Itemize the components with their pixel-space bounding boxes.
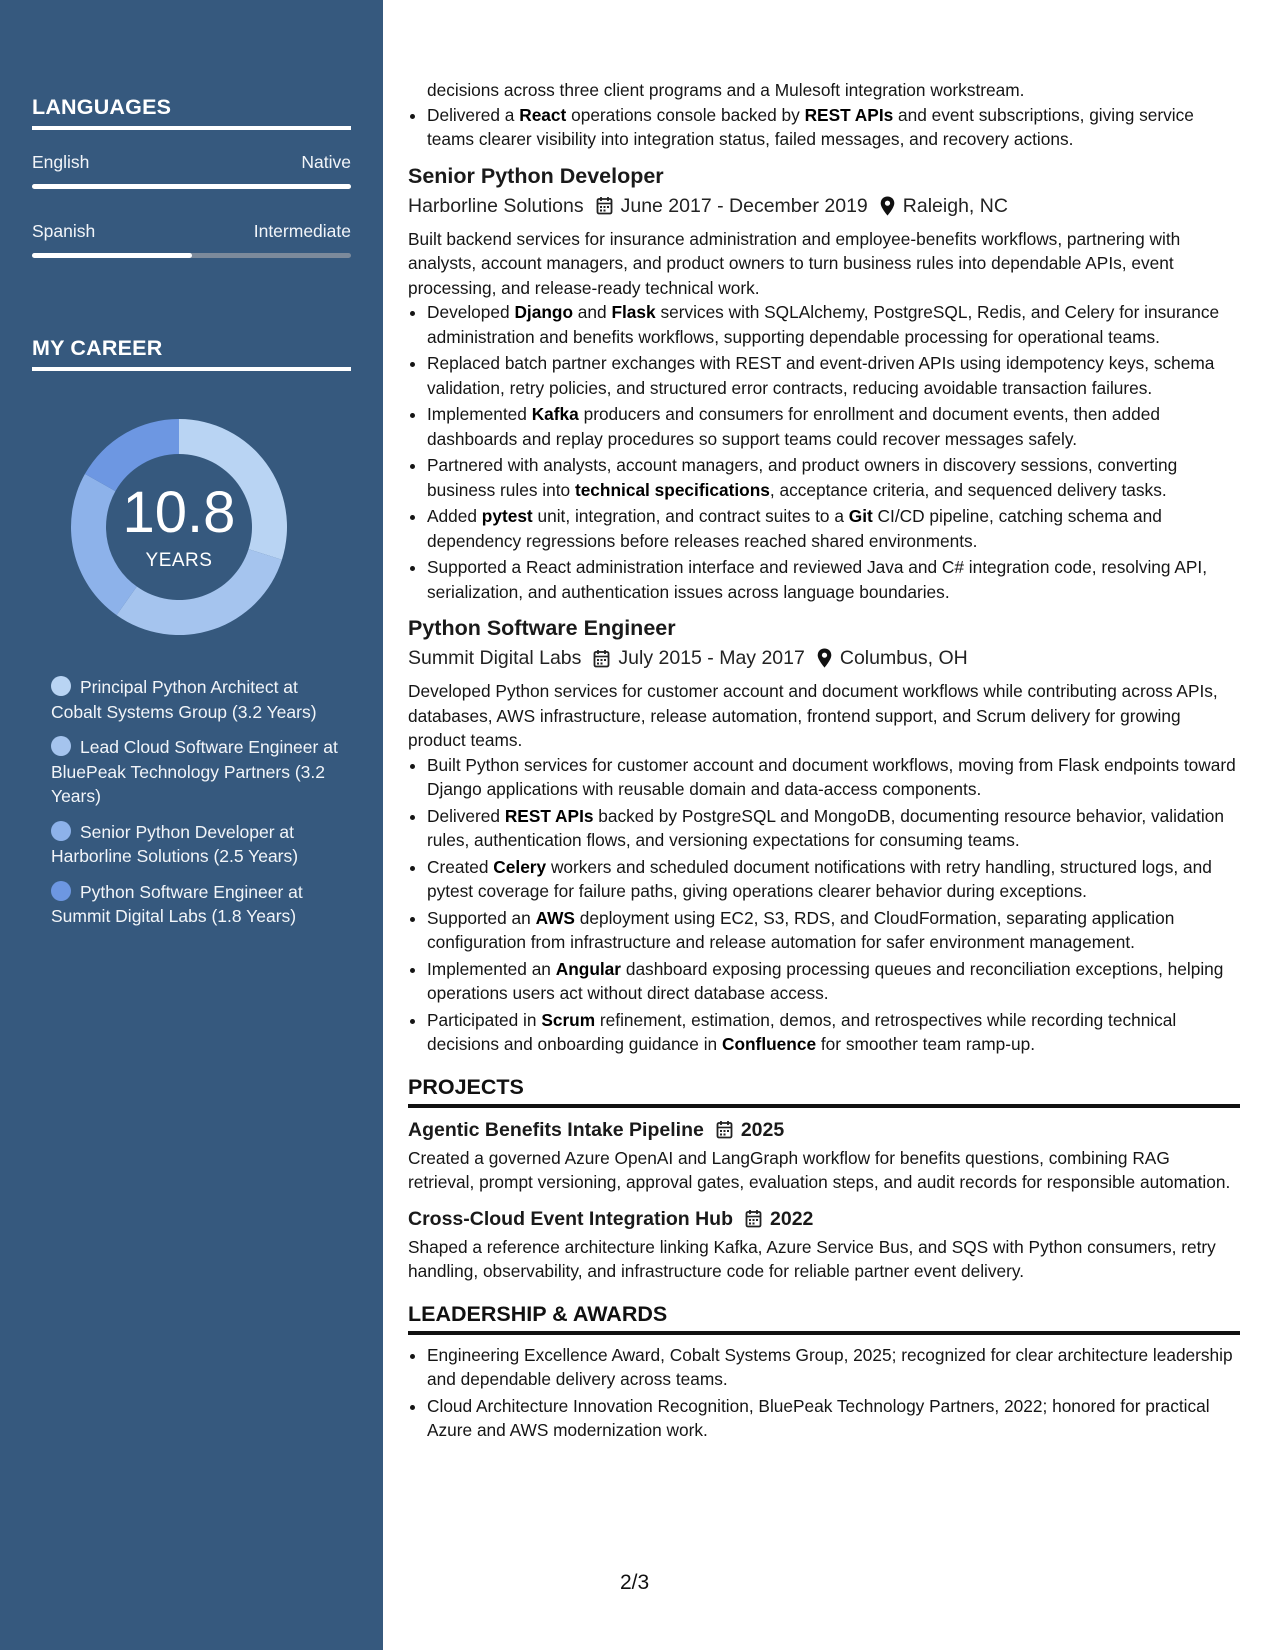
job-bullets xyxy=(408,753,1240,1057)
job-meta xyxy=(408,645,1240,671)
bullet-item: • Implemented Kafka producers and consumers for enrollment and document events, then added dashboards and replay procedures so support teams could recover messages safely. xyxy=(427,402,1240,451)
calendar-icon xyxy=(596,196,613,215)
bullet-item: • Supported an AWS deployment using EC2, S3, RDS, and CloudFormation, separating application configuration from infrastructure and release automation for safer environment management. xyxy=(427,906,1240,955)
language-bar-english xyxy=(32,184,351,189)
project-year: 2022 xyxy=(770,1207,814,1230)
job-title: Senior Python Developer xyxy=(408,163,664,188)
location-pin-icon xyxy=(880,196,895,216)
job-company: Summit Digital Labs xyxy=(408,647,582,669)
bullet-item: • Supported a React administration interface and reviewed Java and C# integration code, resolving API, serialization, and authentication issues across language boundaries. xyxy=(427,555,1240,604)
calendar-icon xyxy=(745,1209,762,1228)
career-legend-item: Principal Python Architect at Cobalt Systems Group (3.2 Years) xyxy=(51,677,317,722)
job-description: Developed Python services for customer account and document workflows while contributing across APIs, databases, AWS infrastructure, release automation, frontend support, and Scrum delivery for growing product teams. xyxy=(408,681,1218,750)
bullet-item: • Engineering Excellence Award, Cobalt Systems Group, 2025; recognized for clear architecture leadership and dependable delivery across teams. xyxy=(427,1343,1240,1392)
job-location: Raleigh, NC xyxy=(902,194,1008,217)
bullet-item: • Partnered with analysts, account managers, and product owners in discovery sessions, converting business rules into technical specifications, acceptance criteria, and sequenced delivery tasks. xyxy=(427,453,1240,502)
bullet-item: • Replaced batch partner exchanges with REST and event-driven APIs using idempotency keys, schema validation, retry policies, and structured error contracts, reducing avoidable transaction failures. xyxy=(427,351,1240,400)
language-level: Intermediate xyxy=(253,221,351,241)
bullet-item: • Implemented an Angular dashboard exposing processing queues and reconciliation exceptions, helping operations users act without direct database access. xyxy=(427,957,1240,1006)
language-name: Spanish xyxy=(32,221,96,241)
project-year: 2025 xyxy=(740,1118,785,1141)
career-legend-item: Senior Python Developer at Harborline Solutions (2.5 Years) xyxy=(51,821,299,866)
projects-heading: PROJECTS xyxy=(408,1073,1240,1108)
legend-dot-icon xyxy=(51,736,71,756)
leadership-heading: LEADERSHIP & AWARDS xyxy=(408,1300,1240,1335)
language-row-english xyxy=(32,152,351,173)
location-pin-icon xyxy=(817,648,832,668)
legend-dot-icon xyxy=(51,821,71,841)
job-bullets xyxy=(408,300,1240,604)
job-location: Columbus, OH xyxy=(839,647,968,669)
career-heading: MY CAREER xyxy=(32,336,351,371)
bullet-item: • Built Python services for customer account and document workflows, moving from Flask endpoints toward Django applications with reusable domain and data-access components. xyxy=(427,753,1240,802)
legend-dot-icon xyxy=(51,881,71,901)
calendar-icon xyxy=(593,649,610,668)
project-description: Created a governed Azure OpenAI and LangGraph workflow for benefits questions, combining RAG retrieval, prompt versioning, approval gates, evaluation steps, and audit records for responsible automation. xyxy=(408,1147,1231,1192)
project-description: Shaped a reference architecture linking Kafka, Azure Service Bus, and SQS with Python consumers, retry handling, observability, and infrastructure code for reliable partner event delivery. xyxy=(408,1236,1216,1281)
job-company: Harborline Solutions xyxy=(408,194,584,217)
job-dates: July 2015 - May 2017 xyxy=(618,647,805,669)
bullet-item: • Delivered REST APIs backed by PostgreSQL and MongoDB, documenting resource behavior, validation rules, authentication flows, and versioning expectations for consuming teams. xyxy=(427,804,1240,853)
career-legend-item: Lead Cloud Software Engineer at BluePeak Technology Partners (3.2 Years) xyxy=(51,737,338,806)
bullet-item: • Delivered a React operations console backed by REST APIs and event subscriptions, giving service teams clearer visibility into integration status, failed messages, and recovery actions. xyxy=(427,103,1240,152)
career-legend xyxy=(51,675,341,940)
bullet-item: • Cloud Architecture Innovation Recognition, BluePeak Technology Partners, 2022; honored for practical Azure and AWS modernization work. xyxy=(427,1394,1240,1443)
language-bar-fill xyxy=(32,184,351,189)
bullet-item: • Participated in Scrum refinement, estimation, demos, and retrospectives while recording technical decisions and onboarding guidance in Confluence for smoother team ramp-up. xyxy=(427,1008,1240,1057)
bullet-item: • Added pytest unit, integration, and contract suites to a Git CI/CD pipeline, catching schema and dependency regressions before releases reached shared environments. xyxy=(427,504,1240,553)
calendar-icon xyxy=(716,1120,733,1139)
career-total-unit: YEARS xyxy=(145,550,213,571)
project-title xyxy=(408,1116,1240,1144)
sidebar xyxy=(0,0,383,1650)
main-content xyxy=(408,78,1240,1445)
project-name: Cross-Cloud Event Integration Hub xyxy=(408,1207,734,1230)
languages-heading: LANGUAGES xyxy=(32,95,351,130)
bullet-item: • Developed Django and Flask services with SQLAlchemy, PostgreSQL, Redis, and Celery for insurance administration and benefits workflows, supporting dependable processing for operational teams. xyxy=(427,300,1240,349)
language-name: English xyxy=(32,152,90,172)
previous-job-tail-line: decisions across three client programs and a Mulesoft integration workstream. xyxy=(427,80,1025,100)
previous-job-bullets xyxy=(408,103,1240,152)
career-total-value: 10.8 xyxy=(122,480,236,545)
job-meta xyxy=(408,193,1240,219)
language-level: Native xyxy=(301,152,351,172)
language-bar-spanish xyxy=(32,253,351,258)
job-dates: June 2017 - December 2019 xyxy=(620,194,868,217)
project-title xyxy=(408,1205,1240,1233)
leadership-list xyxy=(408,1343,1240,1443)
language-row-spanish xyxy=(32,221,351,242)
career-legend-item: Python Software Engineer at Summit Digital Labs (1.8 Years) xyxy=(51,881,303,926)
language-bar-fill xyxy=(32,253,192,258)
job-title: Python Software Engineer xyxy=(408,616,676,640)
page-number: 2/3 xyxy=(620,1571,650,1594)
bullet-item: • Created Celery workers and scheduled document notifications with retry handling, structured logs, and pytest coverage for failure paths, giving operations clearer behavior during exceptions. xyxy=(427,855,1240,904)
job-description: Built backend services for insurance administration and employee-benefits workflows, partnering with analysts, account managers, and product owners to turn business rules into dependable APIs, event processing, and release-ready technical work. xyxy=(408,228,1181,298)
legend-dot-icon xyxy=(51,676,71,696)
project-name: Agentic Benefits Intake Pipeline xyxy=(408,1118,704,1141)
